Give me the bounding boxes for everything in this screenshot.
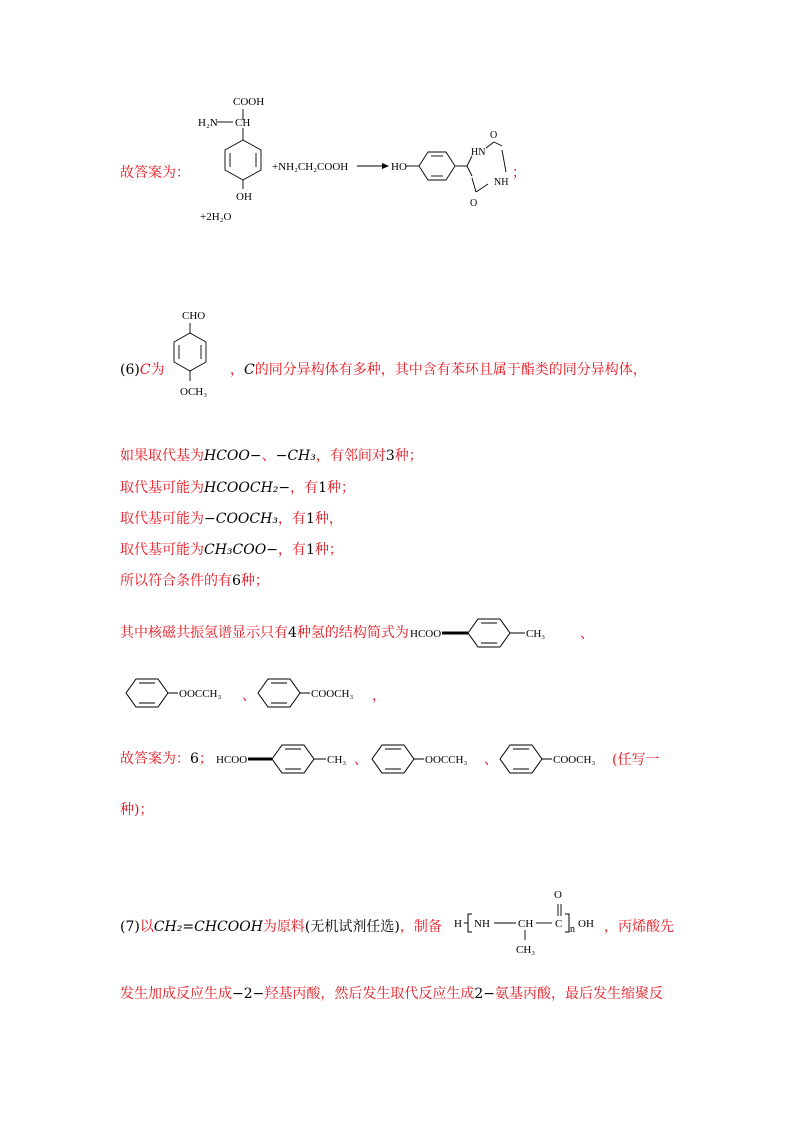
svg-text:OOCCH₃: OOCCH₃ xyxy=(179,688,222,700)
q7-line2: 发生加成反应生成−2−羟基丙酸，然后发生取代反应生成2−氨基丙酸，最后发生缩聚反 xyxy=(120,986,664,1002)
glycine: +NH₂CH₂COOH xyxy=(272,161,349,173)
reactant-cooh: COOH xyxy=(233,96,265,108)
q6-answer: 故答案为：6； xyxy=(120,751,213,767)
product-o-bottom: O xyxy=(470,198,478,209)
och3-group: OCH₃ xyxy=(180,386,208,398)
answer-prefix: 故答案为： xyxy=(120,165,190,181)
svg-text:CH: CH xyxy=(518,918,534,930)
svg-text:COOCH₃: COOCH₃ xyxy=(553,754,596,766)
answer-structure-1 xyxy=(216,741,364,777)
svg-text:HCOO: HCOO xyxy=(216,754,248,766)
svg-text:CH₃: CH₃ xyxy=(516,944,536,956)
q7-intro-tail: ，丙烯酸先 xyxy=(604,919,674,935)
q6-intro: (6)C为 xyxy=(120,362,165,378)
ester-structure-1 xyxy=(410,615,580,651)
water: +2H₂O xyxy=(200,211,232,223)
answer-structure-2 xyxy=(368,741,492,777)
svg-text:C: C xyxy=(555,918,563,930)
q6-line1: 如果取代基为HCOO−、−CH₃，有邻间对3种； xyxy=(120,448,423,464)
product-o-top: O xyxy=(490,130,498,141)
polymer-structure xyxy=(454,882,604,958)
product-ho: HO xyxy=(391,161,407,173)
reaction-scheme-1 xyxy=(190,88,520,228)
svg-text:CH₃: CH₃ xyxy=(327,754,347,766)
cho-group: CHO xyxy=(182,310,206,322)
reactant-nh2: H₂N xyxy=(198,117,218,129)
q7-intro: (7)以CH₂=CHCOOH为原料(无机试剂任选)，制备 xyxy=(120,919,442,935)
svg-text:HCOO: HCOO xyxy=(410,628,442,640)
svg-text:O: O xyxy=(554,889,562,901)
ester-structure-3 xyxy=(254,675,378,711)
compound-c-structure xyxy=(160,305,230,410)
svg-text:NH: NH xyxy=(474,918,490,930)
q6-line2: 取代基可能为HCOOCH₂−，有1种； xyxy=(120,480,356,496)
product-hn: HN xyxy=(471,147,486,158)
svg-text:COOCH₃: COOCH₃ xyxy=(311,688,354,700)
product-nh: NH xyxy=(494,177,509,188)
answer-suffix: ； xyxy=(512,165,526,181)
svg-text:OOCCH₃: OOCCH₃ xyxy=(425,754,468,766)
q6-line4: 取代基可能为CH₃COO−，有1种； xyxy=(120,542,343,558)
svg-text:H: H xyxy=(454,918,462,930)
reactant-ch: CH xyxy=(235,117,251,129)
q6-text: ，C的同分异构体有多种，其中含有苯环且属于酯类的同分异构体， xyxy=(230,362,647,378)
answer-structure-3 xyxy=(496,741,614,777)
svg-text:OH: OH xyxy=(578,918,594,930)
reactant-oh: OH xyxy=(236,191,252,203)
q6-answer-tail: 种)； xyxy=(120,802,154,818)
q6-nmr: 其中核磁共振氢谱显示只有4种氢的结构简式为 xyxy=(120,625,409,641)
svg-text:n: n xyxy=(570,924,575,935)
q6-line5: 所以符合条件的有6种； xyxy=(120,573,269,589)
svg-text:CH₃: CH₃ xyxy=(526,628,546,640)
q6-line3: 取代基可能为−COOCH₃，有1种， xyxy=(120,511,343,527)
ester-structure-2 xyxy=(122,675,250,711)
